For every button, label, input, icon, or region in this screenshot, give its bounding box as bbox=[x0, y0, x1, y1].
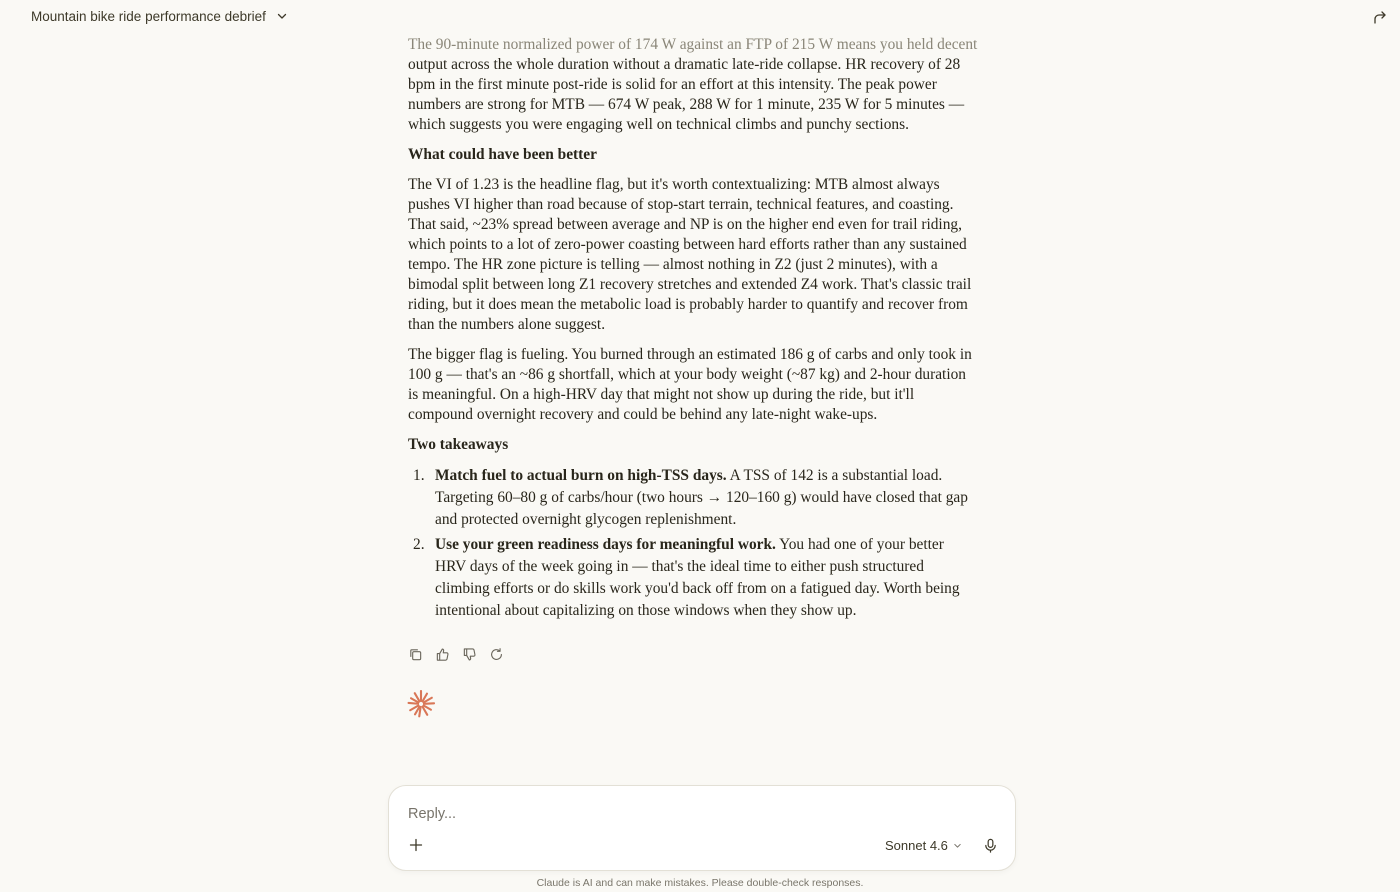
chevron-down-icon bbox=[276, 10, 288, 22]
thumbs-down-icon bbox=[462, 647, 477, 662]
thumbs-up-button[interactable] bbox=[431, 643, 454, 665]
thumbs-down-button[interactable] bbox=[458, 643, 481, 665]
message-paragraph bbox=[408, 35, 978, 135]
list-item-bold: Match fuel to actual burn on high-TSS days. bbox=[435, 467, 727, 484]
section-heading: What could have been better bbox=[408, 146, 597, 163]
add-attachment-button[interactable] bbox=[405, 834, 427, 856]
list-item-text: A TSS of 142 is a substantial load. Targeting 60–80 g of carbs/hour (two hours → 120–160 g) would have closed that gap and protected overnight glycogen replenishment. bbox=[435, 467, 968, 528]
microphone-icon bbox=[983, 838, 998, 853]
list-item-text: You had one of your better HRV days of the week going in — that's the ideal time to either push structured climbing efforts or do skills work you'd back off from on a fatigued day. Worth being intentional about capitalizing on those windows when they show up. bbox=[435, 536, 960, 619]
list-item-bold: Use your green readiness days for meaningful work. bbox=[435, 536, 776, 553]
plus-icon bbox=[409, 838, 423, 852]
thumbs-up-icon bbox=[435, 647, 450, 662]
message-paragraph: The bigger flag is fueling. You burned through an estimated 186 g of carbs and only took in 100 g — that's an ~86 g shortfall, which at your body weight (~87 kg) and 2-hour duration is meaningful. On a high-HRV day that might not show up during the ride, but it'll compound overnight recovery and could be behind any late-night wake-ups. bbox=[408, 346, 972, 423]
section-heading: Two takeaways bbox=[408, 436, 509, 453]
message-actions bbox=[404, 643, 508, 665]
list-number: 2. bbox=[413, 536, 425, 553]
list-number: 1. bbox=[413, 467, 425, 484]
list-item bbox=[408, 534, 978, 622]
claude-spark-icon bbox=[407, 690, 435, 718]
share-arrow-icon bbox=[1372, 9, 1388, 25]
model-name: Sonnet 4.6 bbox=[885, 837, 948, 853]
conversation-title: Mountain bike ride performance debrief bbox=[31, 8, 266, 24]
copy-button[interactable] bbox=[404, 643, 427, 665]
top-bar bbox=[0, 0, 1400, 32]
assistant-message bbox=[408, 35, 978, 625]
reply-composer bbox=[388, 785, 1016, 871]
list-item bbox=[408, 465, 978, 531]
retry-icon bbox=[489, 647, 504, 662]
reply-input[interactable] bbox=[406, 802, 990, 826]
voice-input-button[interactable] bbox=[979, 834, 1001, 856]
copy-icon bbox=[408, 647, 423, 662]
chevron-down-icon bbox=[953, 841, 962, 850]
takeaways-list bbox=[408, 465, 978, 622]
model-selector[interactable] bbox=[885, 835, 962, 855]
faded-line: The 90-minute normalized power of 174 W against an FTP of 215 W means you held decent bbox=[408, 36, 978, 53]
message-paragraph: The VI of 1.23 is the headline flag, but it's worth contextualizing: MTB almost always pushes VI higher than road because of stop-start terrain, technical features, and coasting. That said, ~23% spread between average and NP is on the higher end even for trail riding, which points to a lot of zero-power coasting between hard efforts rather than any sustained tempo. The HR zone picture is telling — almost nothing in Z2 (just 2 minutes), with a bimodal split between long Z1 recovery stretches and extended Z4 work. That's classic trail riding, but it does mean the metabolic load is probably harder to quantify and recover from than the numbers alone suggest. bbox=[408, 176, 972, 333]
disclaimer-text: Claude is AI and can make mistakes. Please double-check responses. bbox=[536, 877, 864, 889]
paragraph-text: output across the whole duration without a dramatic late-ride collapse. HR recovery of 28 bpm in the first minute post-ride is solid for an effort at this intensity. The peak power numbers are strong for MTB — 674 W peak, 288 W for 1 minute, 235 W for 5 minutes — which suggests you were engaging well on technical climbs and punchy sections. bbox=[408, 56, 965, 133]
retry-button[interactable] bbox=[485, 643, 508, 665]
conversation-title-button[interactable] bbox=[22, 3, 297, 29]
share-button[interactable] bbox=[1368, 5, 1392, 29]
